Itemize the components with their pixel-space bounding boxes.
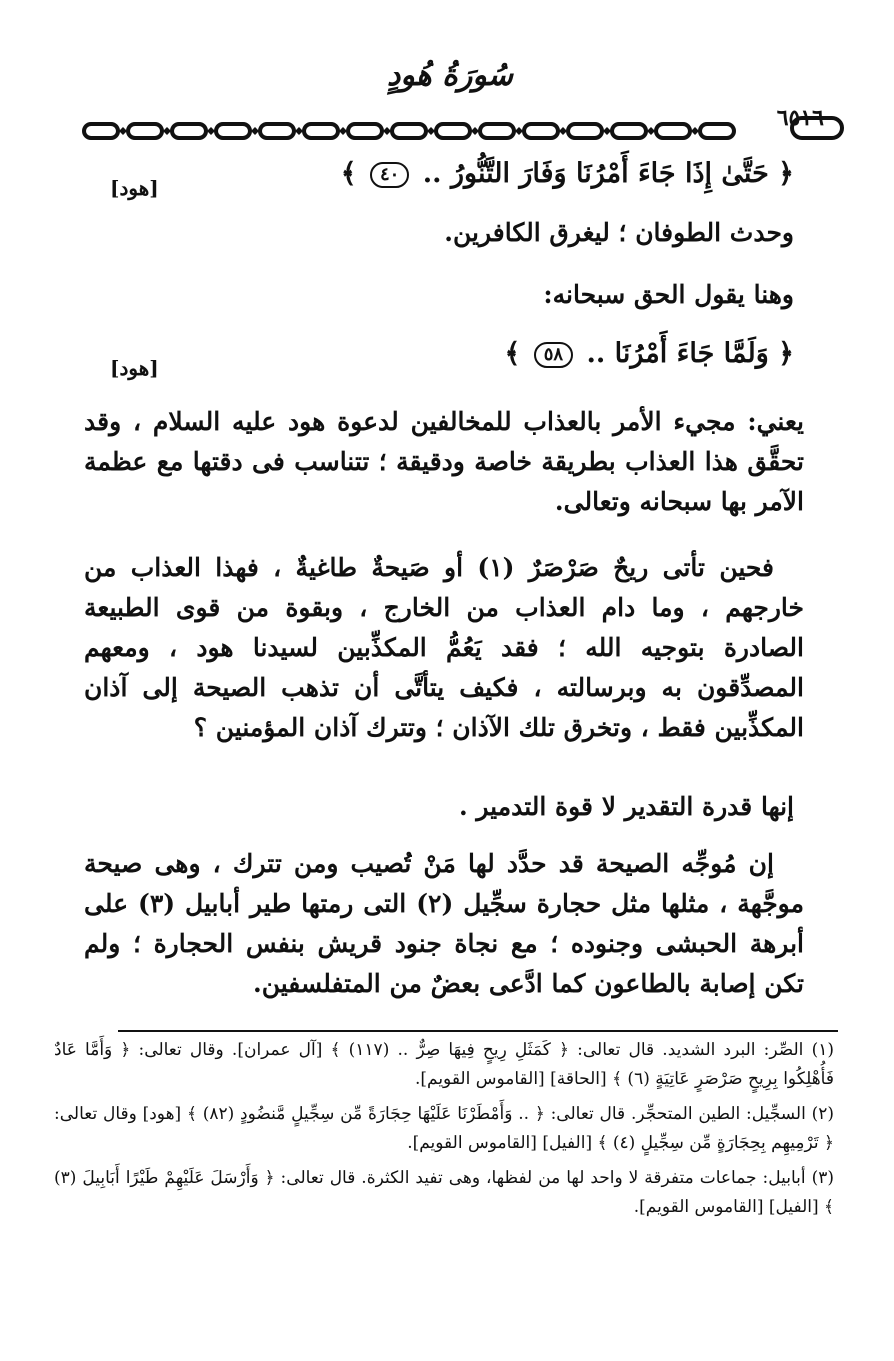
chain-link <box>304 124 338 138</box>
chain-diamond <box>383 127 391 135</box>
paragraph: إن مُوجِّه الصيحة قد حدَّد لها مَنْ تُصيب ومن تترك ، وهى صيحة موجَّهة ، مثلها مثل حجارة سجِّيل (٢) التى رمتها طير أبابيل (٣) على أبرهة الحبشى وجنوده ؛ مع نجاة جنود قريش بنفس الحجارة ؛ ولم تكن إصابة بالطاعون كما ادَّعى بعضٌ من المتفلسفين. <box>84 849 804 998</box>
chain-link <box>84 124 118 138</box>
chain-diamond <box>691 127 699 135</box>
verse-40 <box>341 158 794 189</box>
chain-link <box>348 124 382 138</box>
chain-link <box>128 124 162 138</box>
chain-link <box>612 124 646 138</box>
chain-link <box>656 124 690 138</box>
chain-link <box>172 124 206 138</box>
decorative-chain-border <box>80 118 740 144</box>
paragraph: يعني: مجيء الأمر بالعذاب للمخالفين لدعوة هود عليه السلام ، وقد تحقَّق هذا العذاب بطريقة خاصة ودقيقة ؛ تتناسب فى دقتها مع عظمة الآمر بها سبحانه وتعالى. <box>84 407 804 516</box>
chain-link <box>216 124 250 138</box>
chain-diamond <box>559 127 567 135</box>
chain-diamond <box>295 127 303 135</box>
verse-text: ﴿ حَتَّىٰ إِذَا جَاءَ أَمْرُنَا وَفَارَ التَّنُّورُ .. <box>422 158 794 189</box>
chain-diamond <box>647 127 655 135</box>
footnote-separator <box>118 1030 838 1032</box>
chain-diamond <box>251 127 259 135</box>
chain-link <box>392 124 426 138</box>
footnote: (٢) السجِّيل: الطين المتحجِّر. قال تعالى: ﴿ .. وَأَمْطَرْنَا عَلَيْهَا حِجَارَةً مِّن سِجِّيلٍ مَّنضُودٍ (٨٢) ﴾ [هود] وقال تعالى: ﴿ تَرْمِيهِم بِحِجَارَةٍ مِّن سِجِّيلٍ (٤) ﴾ [الفيل] [القاموس القويم]. <box>54 1104 834 1153</box>
verse-ref: [هود] <box>110 356 159 380</box>
chain-link <box>480 124 514 138</box>
footnote: (١) الصِّر: البرد الشديد. قال تعالى: ﴿ كَمَثَلِ رِيحٍ فِيهَا صِرٌّ .. (١١٧) ﴾ [آل عمران]. وقال تعالى: ﴿ وَأَمَّا عَادٌ فَأُهْلِكُوا بِرِيحٍ صَرْصَرٍ عَاتِيَةٍ (٦) ﴾ [الحاقة] [القاموس القويم]. <box>54 1040 834 1089</box>
chain-diamond <box>515 127 523 135</box>
chain-diamond <box>207 127 215 135</box>
chain-diamond <box>339 127 347 135</box>
chain-link <box>700 124 734 138</box>
decorative-chain-cap <box>790 116 844 140</box>
chain-diamond <box>471 127 479 135</box>
surah-title: سُورَةُ هُودٍ <box>387 58 513 93</box>
footnote: (٣) أبابيل: جماعات متفرقة لا واحد لها من لفظها، وهى تفيد الكثرة. قال تعالى: ﴿ وَأَرْسَلَ عَلَيْهِمْ طَيْرًا أَبَابِيلَ (٣) ﴾ [الفيل] [القاموس القويم]. <box>54 1168 834 1217</box>
chain-link <box>524 124 558 138</box>
chain-link <box>568 124 602 138</box>
page-number: ٦٥١٦ <box>776 105 824 131</box>
chain-link <box>260 124 294 138</box>
verse-number: ٥٨ <box>534 342 573 368</box>
verse-text: ﴿ وَلَمَّا جَاءَ أَمْرُنَا .. <box>586 338 794 369</box>
paragraph: فحين تأتى ريحٌ صَرْصَرٌ (١) أو صَيحةٌ طاغيةٌ ، فهذا العذاب من خارجهم ، وما دام العذاب من الخارج ، وبقوة من قوى الطبيعة الصادرة بتوجيه الله ؛ فقد يَعُمُّ المكذِّبين لسيدنا هود ، ومعهم المصدِّقون به وبرسالته ، فكيف يتأتَّى أن تذهب الصيحة إلى آذان المكذِّبين فقط ، وتخرق تلك الآذان ؛ وتترك آذان المؤمنين ؟ <box>84 553 804 742</box>
chain-link <box>436 124 470 138</box>
verse-close-bracket: ﴾ <box>340 158 357 189</box>
verse-number: ٤٠ <box>370 162 409 188</box>
verse-ref: [هود] <box>110 176 159 200</box>
chain-diamond <box>427 127 435 135</box>
body-line: إنها قدرة التقدير لا قوة التدمير . <box>458 792 794 821</box>
verse-58 <box>504 338 794 369</box>
chain-diamond <box>603 127 611 135</box>
chain-diamond <box>119 127 127 135</box>
chain-diamond <box>163 127 171 135</box>
body-line: وهنا يقول الحق سبحانه: <box>543 280 794 309</box>
body-line: وحدث الطوفان ؛ ليغرق الكافرين. <box>444 218 794 247</box>
verse-close-bracket: ﴾ <box>504 338 521 369</box>
